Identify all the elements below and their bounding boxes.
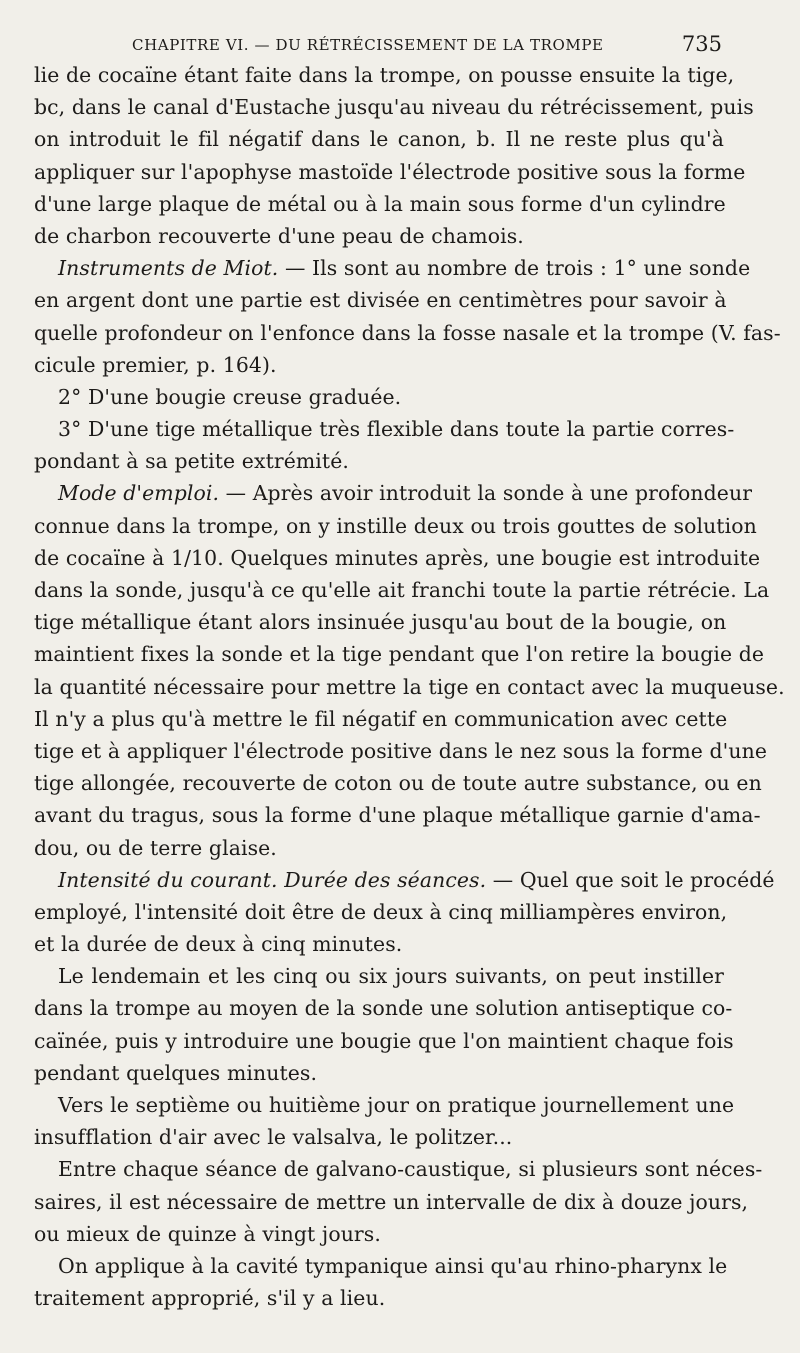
text-line: 2° D'une bougie creuse graduée. (58, 384, 402, 409)
text-line: dou, ou de terre glaise. (34, 835, 277, 860)
paragraph (34, 960, 734, 1089)
text-line: Vers le septième ou huitième jour on pratique journellement une (58, 1093, 735, 1117)
text-line: quelle profondeur on l'enfonce dans la fosse nasale et la trompe (V. fas- (34, 320, 781, 345)
text-line: Il n'y a plus qu'à mettre le fil négatif en communication avec cette (34, 706, 728, 731)
paragraph (34, 252, 781, 381)
text-span: — Après avoir introduit la sonde à une profondeur (219, 481, 753, 506)
text-line: on introduit le fil négatif dans le canon, b. Il ne reste plus qu'à (34, 127, 724, 152)
paragraph (34, 477, 785, 863)
section-lead: Instruments de Miot. (58, 256, 279, 281)
text-line: On applique à la cavité tympanique ainsi qu'au rhino-pharynx le (58, 1253, 728, 1278)
paragraph (34, 381, 724, 413)
text-line: de charbon recouverte d'une peau de chamois. (34, 223, 524, 248)
text-line: tige allongée, recouverte de coton ou de toute autre substance, ou en (34, 771, 762, 796)
body-text (34, 59, 785, 1314)
section-lead: Mode d'emploi. (58, 481, 220, 506)
text-line: employé, l'intensité doit être de deux à cinq milliampères environ, (34, 899, 728, 924)
text-line: connue dans la trompe, on y instille deux ou trois gouttes de solution (34, 513, 757, 538)
text-line: en argent dont une partie est divisée en centimètres pour savoir à (34, 288, 727, 313)
text-line (34, 252, 751, 284)
text-line: insufflation d'air avec le valsalva, le politzer... (34, 1125, 513, 1150)
text-line: pondant à sa petite extrémité. (34, 449, 349, 474)
text-line: cicule premier, p. 164). (34, 352, 277, 377)
text-line: appliquer sur l'apophyse mastoïde l'électrode positive sous la forme (34, 159, 746, 184)
text-line: dans la sonde, jusqu'à ce qu'elle ait franchi toute la partie rétrécie. La (34, 578, 770, 602)
text-line: d'une large plaque de métal ou à la main sous forme d'un cylindre (34, 191, 726, 216)
text-line: bc, dans le canal d'Eustache jusqu'au niveau du rétrécissement, puis (34, 95, 754, 120)
paragraph (34, 59, 754, 252)
text-line (34, 864, 775, 896)
text-line: ou mieux de quinze à vingt jours. (34, 1221, 381, 1246)
text-line: saires, il est nécessaire de mettre un intervalle de dix à douze jours, (34, 1189, 749, 1214)
text-line: et la durée de deux à cinq minutes. (34, 932, 403, 957)
text-line: pendant quelques minutes. (34, 1060, 318, 1085)
running-title: CHAPITRE VI. — DU RÉTRÉCISSEMENT DE LA TROMPE (132, 36, 604, 54)
text-line: 3° D'une tige métallique très flexible dans toute la partie corres- (58, 417, 735, 442)
text-span: — Ils sont au nombre de trois : 1° une sonde (278, 256, 751, 281)
text-span: — Quel que soit le procédé (486, 867, 775, 892)
text-line: traitement approprié, s'il y a lieu. (34, 1286, 386, 1311)
text-line: Entre chaque séance de galvano-caustique, si plusieurs sont néces- (58, 1157, 763, 1182)
paragraph (34, 1153, 763, 1250)
paragraph (34, 864, 775, 961)
paragraph (34, 1250, 728, 1314)
paragraph (34, 413, 735, 477)
text-line: maintient fixes la sonde et la tige pendant que l'on retire la bougie de (34, 642, 765, 667)
page-number: 735 (681, 32, 722, 56)
running-header (0, 30, 800, 60)
text-line: avant du tragus, sous la forme d'une plaque métallique garnie d'ama- (34, 803, 761, 828)
text-line: tige et à appliquer l'électrode positive dans le nez sous la forme d'une (34, 738, 768, 763)
text-line: Le lendemain et les cinq ou six jours suivants, on peut instiller (58, 964, 724, 989)
section-lead: Intensité du courant. Durée des séances. (58, 867, 487, 892)
text-line: lie de cocaïne étant faite dans la trompe, on pousse ensuite la tige, (34, 63, 735, 87)
text-line: caïnée, puis y introduire une bougie que l'on maintient chaque fois (34, 1028, 734, 1053)
text-line: tige métallique étant alors insinuée jusqu'au bout de la bougie, on (34, 610, 727, 635)
text-line: dans la trompe au moyen de la sonde une solution antiseptique co- (34, 996, 733, 1021)
paragraph (34, 1089, 735, 1153)
text-line: la quantité nécessaire pour mettre la tige en contact avec la muqueuse. (34, 674, 785, 699)
text-line (34, 477, 753, 509)
text-line: de cocaïne à 1/10. Quelques minutes après, une bougie est introduite (34, 545, 761, 570)
